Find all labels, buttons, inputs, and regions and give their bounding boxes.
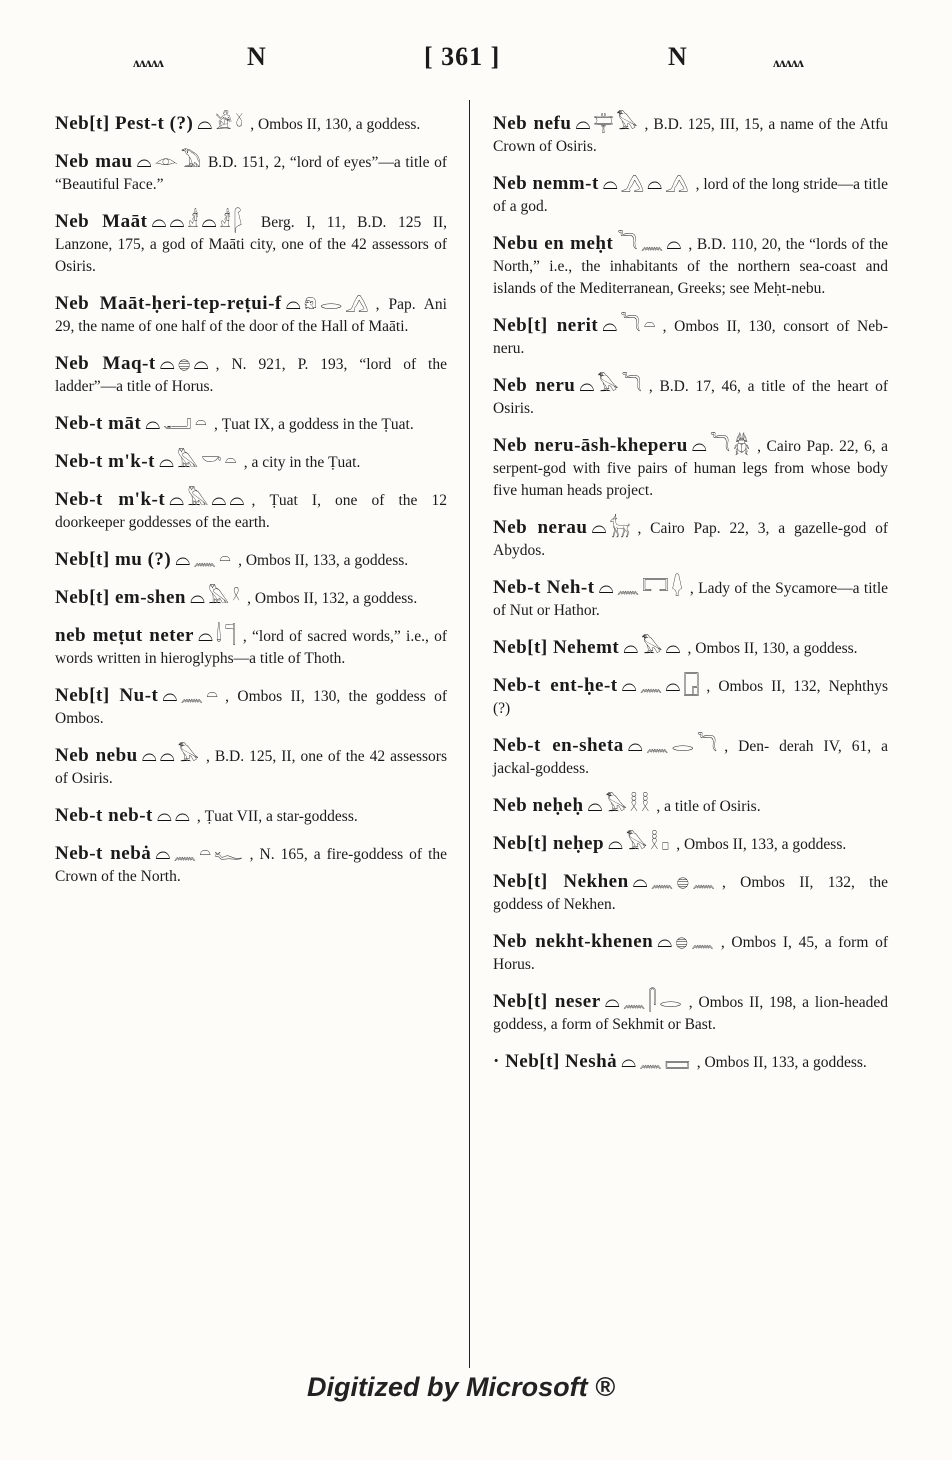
entry-definition: 110, 20, the “lords of the North,” i.e., the inhabitants of the northern sea-coast and islands of the Mediterranean, Greeks; see Meḥt-nebu. — [493, 236, 888, 297]
entry-reference: , Ṭuat IX, — [213, 416, 275, 433]
entry-headword: Neb nefu — [493, 113, 572, 134]
dictionary-entry — [493, 1050, 888, 1074]
dictionary-entry — [55, 412, 447, 436]
hieroglyph-group: ⌓𓁹𓅐 — [136, 150, 204, 172]
dictionary-entry — [55, 744, 447, 790]
entry-reference: , Ombos II, — [238, 552, 309, 569]
entry-headword: Neb neḥeḥ — [493, 795, 584, 816]
dictionary-entry — [493, 434, 888, 502]
hieroglyph-group: ⌓𓂝𓏏 — [145, 412, 210, 434]
entry-headword: Neb-t m'k-t — [55, 451, 155, 472]
entry-reference: , — [720, 934, 725, 951]
entry-headword: Neb[t] neser — [493, 991, 601, 1012]
entry-reference: , “lord — [242, 628, 284, 645]
entry-headword: Neb[t] mu (?) — [55, 549, 172, 570]
hieroglyph-group: ⌓𓈖𓏏 — [175, 548, 235, 570]
hieroglyph-group: ⌓𓊡𓅃 — [575, 112, 641, 134]
hieroglyph-group: ⌓𓅃⌓ — [623, 636, 684, 658]
entry-definition: of the long stride—a title of a god. — [493, 176, 889, 215]
entry-headword: Neb[t] Nekhen — [493, 871, 629, 892]
entry-definition: 132, the goddess of Nekhen. — [493, 874, 889, 913]
hieroglyph-group: ⌓𓅓𓍲 — [190, 586, 244, 608]
dictionary-entry — [55, 804, 447, 828]
dictionary-entry — [55, 488, 447, 534]
watermark — [0, 1372, 952, 1403]
entry-headword: Neb nebu — [55, 745, 138, 766]
entry-definition: Ombos I, 45, a form of Horus. — [493, 934, 888, 973]
entry-reference: , — [247, 590, 252, 607]
entry-headword: Neb neru-āsh-kheperu — [493, 435, 688, 456]
hieroglyph-group: ⌓𓈖⌓𓉗 — [621, 674, 703, 696]
entry-reference: , — [706, 678, 711, 695]
dictionary-entry — [55, 112, 447, 136]
entry-headword: Neb[t] neḥep — [493, 833, 605, 854]
entry-definition: 130, consort of Neb-neru. — [493, 318, 889, 357]
hieroglyph-group: ⌓𓅓𓎡𓏏 — [158, 450, 240, 472]
hieroglyph-group: ⌓𓅃𓎛𓊪 — [608, 832, 673, 854]
dictionary-entry — [55, 150, 447, 196]
entry-headword: Neb-t Neh-t — [493, 577, 595, 598]
hieroglyph-group: ⌓𓈖𓋴𓂋 — [604, 990, 685, 1012]
entry-headword: Neb-t neb-t — [55, 805, 153, 826]
entry-reference: , — [687, 640, 692, 657]
hieroglyph-group: 𓆓𓈖⌓ — [617, 232, 685, 254]
entry-reference: , — [251, 492, 256, 509]
dictionary-entry — [55, 210, 447, 278]
dictionary-entry — [55, 352, 447, 398]
entry-definition: Sycamore—a title of Nut or Hathor. — [493, 580, 888, 619]
entry-definition: II, 198, a lion-headed goddess, a form of Sekhmit or Bast. — [493, 994, 888, 1033]
entry-reference: , N. 921, — [215, 356, 286, 373]
entry-reference: , lord — [695, 176, 729, 193]
dictionary-entry — [55, 684, 447, 730]
entry-reference: , Den- — [724, 738, 770, 755]
dictionary-entry — [493, 576, 888, 622]
entry-reference: , Ṭuat VII, a star-goddess. — [196, 808, 358, 825]
entry-reference: , Ombos II, — [662, 318, 741, 335]
hieroglyph-group: ⌓𓈖𓐍𓈖 — [632, 870, 718, 892]
entry-reference: , Ombos II, — [696, 1054, 768, 1071]
entry-reference: , Pap. Ani 29, — [55, 296, 447, 335]
entry-headword: Neb-t nebȧ — [55, 843, 152, 864]
dictionary-entry — [55, 624, 447, 670]
entry-reference: , Cairo Pap. 22, 3, — [637, 520, 770, 537]
entry-definition: a serpent-god with five pairs of human legs from whose body five human heads project. — [493, 438, 889, 499]
dictionary-entry — [493, 794, 888, 818]
dictionary-entry — [493, 636, 888, 660]
entry-headword: Neb[t] em-shen — [55, 587, 187, 608]
entry-reference: , Ombos — [688, 994, 744, 1011]
hieroglyph-group: ⌓𓆓𓆣 — [691, 434, 754, 456]
entry-definition: one of the 42 assessors of Osiris. — [55, 748, 448, 787]
entry-definition: 151, 2, “lord of eyes”—a title of “Beautiful Face.” — [55, 154, 447, 193]
entry-definition: Berg. I, 11, B.D. 125 II, Lanzone, 175, a god of Maāti city, one of the 42 assessors of Osiris. — [55, 214, 448, 275]
entry-reference: , Ombos II, — [722, 874, 814, 891]
entry-reference: , Cairo Pap. 22, 6, — [757, 438, 876, 455]
entry-headword: Neb[t] Pest-t (?) — [55, 113, 194, 134]
header-letter-right: N — [668, 42, 687, 71]
entry-reference: , — [676, 836, 681, 853]
dictionary-entry — [493, 832, 888, 856]
entry-headword: Neb mau — [55, 151, 133, 172]
entry-reference: , — [249, 846, 254, 863]
entry-headword: Neb[t] nerit — [493, 315, 599, 336]
entry-definition: 130, the goddess of Ombos. — [55, 688, 447, 727]
entry-headword: Neb Maq-t — [55, 353, 156, 374]
hieroglyph-group: ⌓𓅃𓆓 — [579, 374, 645, 396]
dictionary-entry — [493, 232, 888, 300]
hieroglyph-group: ⌓⌓ — [156, 804, 193, 826]
entry-reference: , B.D. 125, — [644, 116, 715, 133]
entry-definition: 133, a goddess. — [771, 1054, 867, 1071]
entry-reference: , Ombos II, — [225, 688, 305, 705]
entry-definition: a gazelle-god of Abydos. — [493, 520, 889, 559]
entry-reference: , — [243, 454, 248, 471]
dictionary-entry — [493, 930, 888, 976]
dictionary-entry — [55, 842, 447, 888]
dictionary-entry — [493, 674, 888, 720]
entry-reference: , B.D. 17, 46, a — [648, 378, 755, 395]
entry-headword: Neb Maāt — [55, 211, 148, 232]
entry-headword: Neb-t en-sheta — [493, 735, 624, 756]
entry-reference: B.D. — [207, 154, 238, 171]
entry-definition: Ombos II, 132, a goddess. — [254, 590, 418, 607]
entry-definition: N. 165, a fire-goddess of the Crown of the North. — [55, 846, 447, 885]
entry-headword: Nebu en meḥt — [493, 233, 614, 254]
entry-definition: a city in the Ṭuat. — [251, 454, 361, 471]
entry-definition: of sacred words,” i.e., of words written in hieroglyphs—a title of Thoth. — [55, 628, 448, 667]
dictionary-entry — [55, 292, 447, 338]
hieroglyph-group: ⌓𓅓⌓⌓ — [169, 488, 248, 510]
dictionary-entry — [493, 172, 888, 218]
dictionary-entry — [55, 586, 447, 610]
entry-headword: Neb nerau — [493, 517, 588, 538]
header-wave-right: ʌʌʌʌʌ — [773, 56, 803, 71]
entry-reference: , B.D. — [688, 236, 727, 253]
hieroglyph-group: ⌓⌓𓁦⌓𓁦𓆄 — [151, 210, 246, 232]
entry-headword: Neb neru — [493, 375, 576, 396]
entry-definition: the name of one half of the door of the Hall of Maāti. — [78, 318, 409, 335]
hieroglyph-group: ⌓𓅃𓎛𓎛 — [587, 794, 653, 816]
entry-headword: Neb[t] Nu-t — [55, 685, 159, 706]
entry-definition: 133, a goddess. — [312, 552, 409, 569]
entry-headword: · Neb[t] Neshȧ — [493, 1051, 618, 1072]
hieroglyph-group: ⌓𓁶𓂋𓂻 — [285, 292, 372, 314]
entry-headword: Neb[t] Nehemt — [493, 637, 620, 658]
hieroglyph-group: ⌓𓂻⌓𓂻 — [602, 172, 692, 194]
entry-headword: Neb Maāt-ḥeri-tep-reṭui-f — [55, 293, 282, 314]
entry-headword: Neb-t māt — [55, 413, 142, 434]
dictionary-entry — [493, 374, 888, 420]
entry-definition: P. 193, “lord of the ladder”—a title of Horus. — [55, 356, 447, 395]
column-divider — [469, 100, 470, 1368]
hieroglyph-group: ⌓𓈖𓏏𓆑 — [155, 842, 246, 864]
hieroglyph-group: ⌓𓐍⌓ — [159, 352, 212, 374]
entry-headword: Neb-t ent-ḥe-t — [493, 675, 618, 696]
entry-headword: neb meṭut neter — [55, 625, 194, 646]
entry-headword: Neb nekht-khenen — [493, 931, 654, 952]
entry-definition: Ombos II, 132, Nephthys (?) — [493, 678, 888, 717]
dictionary-entry — [493, 990, 888, 1036]
dictionary-entry — [493, 734, 888, 780]
entry-reference: , B.D. 125, II, — [205, 748, 296, 765]
entry-definition: title of the heart of Osiris. — [493, 378, 889, 417]
hieroglyph-group: ⌓𓈖𓏏 — [162, 684, 222, 706]
dictionary-entry — [493, 516, 888, 562]
entry-reference: , — [250, 116, 255, 133]
entry-reference: , Lady of the — [689, 580, 771, 597]
hieroglyph-group: ⌓𓈖𓉐𓆭 — [598, 576, 686, 598]
entry-reference: , a title of Osiris. — [656, 798, 761, 815]
dictionary-entry — [55, 450, 447, 474]
hieroglyph-group: ⌓𓈖𓂋𓆓 — [627, 734, 721, 756]
dictionary-entry — [493, 112, 888, 158]
entry-definition: Ṭuat I, one of the 12 doorkeeper goddesses of the earth. — [55, 492, 448, 531]
entry-definition: Ombos II, 130, a goddess. — [257, 116, 421, 133]
page-number: [ 361 ] — [424, 42, 501, 71]
dictionary-entry — [493, 314, 888, 360]
entry-definition: Ombos II, 130, a goddess. — [695, 640, 858, 657]
hieroglyph-group: ⌓𓀀𓍱 — [197, 112, 247, 134]
watermark-text: Digitized by Microsoft ® — [307, 1372, 615, 1402]
hieroglyph-group: ⌓⌓𓅃 — [141, 744, 202, 766]
left-column — [55, 112, 447, 902]
dictionary-entry — [55, 548, 447, 572]
header-wave-left: ʌʌʌʌʌ — [133, 56, 163, 71]
hieroglyph-group: ⌓𓌃𓊹 — [198, 624, 239, 646]
entry-definition: Ombos II, 133, a goddess. — [683, 836, 847, 853]
hieroglyph-group: ⌓𓆓𓏏 — [602, 314, 659, 336]
page-header — [0, 42, 952, 82]
right-column — [493, 112, 888, 1088]
entry-headword: Neb nemm-t — [493, 173, 599, 194]
dictionary-entry — [493, 870, 888, 916]
header-letter-left: N — [247, 42, 266, 71]
hieroglyph-group: ⌓𓃴 — [591, 516, 634, 538]
entry-definition: derah IV, 61, a jackal-goddess. — [493, 738, 888, 777]
hieroglyph-group: ⌓𓐍𓈖 — [657, 930, 717, 952]
hieroglyph-group: ⌓𓈖𓈙 — [621, 1050, 693, 1072]
entry-definition: III, 15, a name of the Atfu Crown of Osiris. — [493, 116, 888, 155]
entry-definition: a goddess in the Ṭuat. — [278, 416, 414, 433]
entry-headword: Neb-t m'k-t — [55, 489, 166, 510]
